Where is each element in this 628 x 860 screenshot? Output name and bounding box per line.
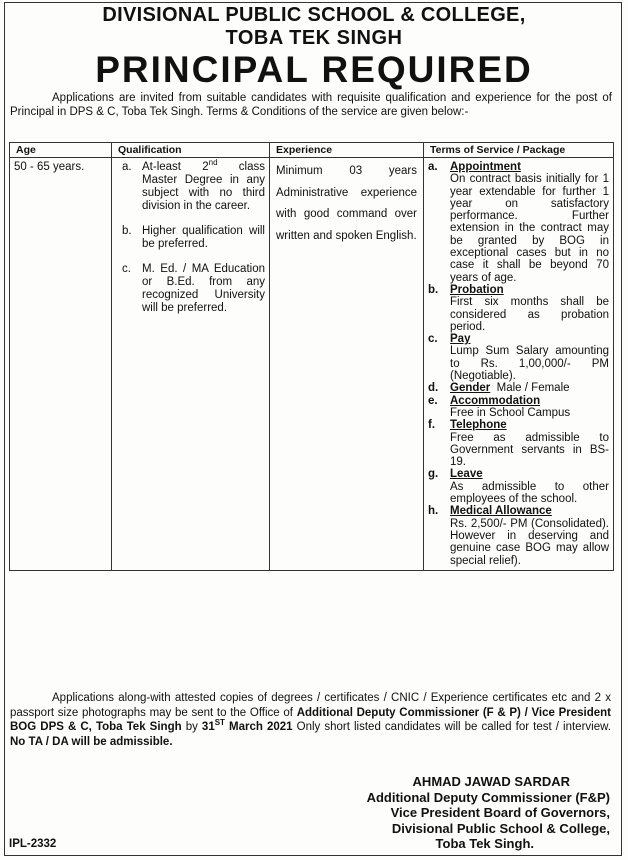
terms-table bbox=[9, 142, 614, 571]
item-heading: Accommodation bbox=[450, 394, 541, 407]
qualification-item bbox=[116, 263, 265, 315]
signatory-title: Toba Tek Singh. bbox=[435, 836, 534, 851]
item-letter: b. bbox=[428, 283, 439, 296]
age-cell bbox=[10, 158, 112, 571]
institution-city: TOBA TEK SINGH bbox=[225, 27, 403, 49]
office-address: Additional Deputy Commissioner (F & P) / Vice President BOG DPS & C, Toba Tek Singh bbox=[10, 706, 612, 733]
terms-item bbox=[428, 284, 609, 333]
item-letter: a. bbox=[428, 161, 438, 173]
intro-paragraph: Applications are invited from suitable candidates with requisite qualification and experience for the post of Principal in DPS & C, Toba Tek Singh. Terms & Conditions of the service are given below:- bbox=[10, 92, 612, 118]
deadline-month-year: March 2021 bbox=[224, 721, 293, 733]
header-experience: Experience bbox=[270, 143, 424, 158]
signatory-title: Divisional Public School & College, bbox=[391, 820, 610, 836]
item-text bbox=[142, 158, 265, 213]
item-heading: Leave bbox=[450, 468, 483, 481]
item-letter: d. bbox=[428, 382, 439, 395]
item-letter: h. bbox=[428, 505, 439, 518]
terms-item bbox=[428, 419, 609, 468]
item-text: As admissible to other employees of the school. bbox=[450, 480, 609, 506]
terms-item bbox=[428, 505, 609, 566]
footer-text: Only short listed candidates will be called for test / interview. bbox=[292, 721, 611, 733]
footer-text: Applications along-with attested copies of degrees / certificates / CNIC / Experience certificates etc and 2 x passport size photographs may be sent to the Office of bbox=[10, 692, 611, 719]
ad-reference-number: IPL-2332 bbox=[9, 838, 57, 850]
terms-item bbox=[428, 382, 609, 394]
item-heading: Telephone bbox=[450, 419, 507, 432]
ta-da-note: No TA / DA will be admissible. bbox=[10, 735, 173, 748]
item-text: Higher qualification will be preferred. bbox=[142, 225, 265, 250]
item-letter: g. bbox=[428, 468, 439, 481]
item-text: On contract basis initially for 1 year extendable for further 1 year on satisfactory performance. Further extension in the contract may be granted by BOG in exceptional cases but in no case it shall be beyond 70 years of age. bbox=[450, 173, 609, 284]
terms-cell bbox=[424, 158, 614, 571]
item-text-part: At-least 2 bbox=[142, 161, 209, 173]
item-letter: c. bbox=[428, 333, 438, 346]
item-text: Free as admissible to Government servants in BS-19. bbox=[450, 431, 609, 469]
item-text: Free in School Campus bbox=[450, 406, 571, 419]
item-text: M. Ed. / MA Education or B.Ed. from any recognized University will be preferred. bbox=[142, 263, 265, 314]
signatory-title: Vice President Board of Governors, bbox=[390, 805, 610, 820]
experience-cell bbox=[270, 158, 424, 571]
item-heading: Probation bbox=[450, 283, 504, 296]
experience-text: Minimum 03 years Administrative experience with good command over written and spoken English. bbox=[276, 165, 417, 242]
application-instructions bbox=[10, 691, 611, 749]
qualification-item bbox=[116, 225, 265, 251]
institution-name: DIVISIONAL PUBLIC SCHOOL & COLLEGE, bbox=[102, 4, 526, 26]
item-heading: Medical Allowance bbox=[450, 505, 552, 518]
item-text: Lump Sum Salary amounting to Rs. 1,00,000/- PM (Negotiable). bbox=[450, 345, 609, 383]
item-text: Rs. 2,500/- PM (Consolidated). However in deserving and genuine case BOG may allow special relief). bbox=[450, 517, 609, 567]
item-letter: f. bbox=[428, 419, 436, 432]
qualification-item bbox=[116, 158, 265, 213]
item-letter: a. bbox=[122, 161, 132, 173]
ordinal-suffix: ST bbox=[214, 718, 225, 728]
header-qualification: Qualification bbox=[112, 143, 270, 158]
terms-item bbox=[428, 161, 609, 284]
signatory-name: AHMAD JAWAD SARDAR bbox=[412, 774, 570, 789]
signatory-title: Additional Deputy Commissioner (F&P) bbox=[366, 789, 610, 805]
item-heading: Pay bbox=[450, 333, 471, 346]
terms-item bbox=[428, 333, 609, 382]
item-letter: b. bbox=[122, 225, 132, 237]
item-text: Male / Female bbox=[496, 382, 570, 395]
item-letter: c. bbox=[122, 263, 131, 275]
terms-item bbox=[428, 468, 609, 505]
deadline-day: 31 bbox=[201, 721, 215, 733]
ad-headline: PRINCIPAL REQUIRED bbox=[95, 49, 533, 90]
item-text-part: class Master Degree in any subject with no third division in the career. bbox=[142, 161, 265, 212]
age-value: 50 - 65 years. bbox=[14, 161, 85, 173]
item-letter: e. bbox=[428, 394, 438, 407]
table-header-row bbox=[10, 143, 614, 158]
item-heading: Gender bbox=[450, 382, 491, 395]
item-heading: Appointment bbox=[450, 161, 521, 173]
ordinal-suffix: nd bbox=[208, 158, 218, 168]
signature-block bbox=[200, 774, 620, 852]
qualification-cell bbox=[112, 158, 270, 571]
table-row bbox=[10, 158, 614, 571]
footer-text: by bbox=[181, 721, 202, 733]
header-terms: Terms of Service / Package bbox=[424, 143, 614, 158]
terms-item bbox=[428, 395, 609, 420]
deadline-date bbox=[201, 718, 293, 733]
item-text: First six months shall be considered as probation period. bbox=[450, 296, 609, 333]
header-age: Age bbox=[10, 143, 112, 158]
